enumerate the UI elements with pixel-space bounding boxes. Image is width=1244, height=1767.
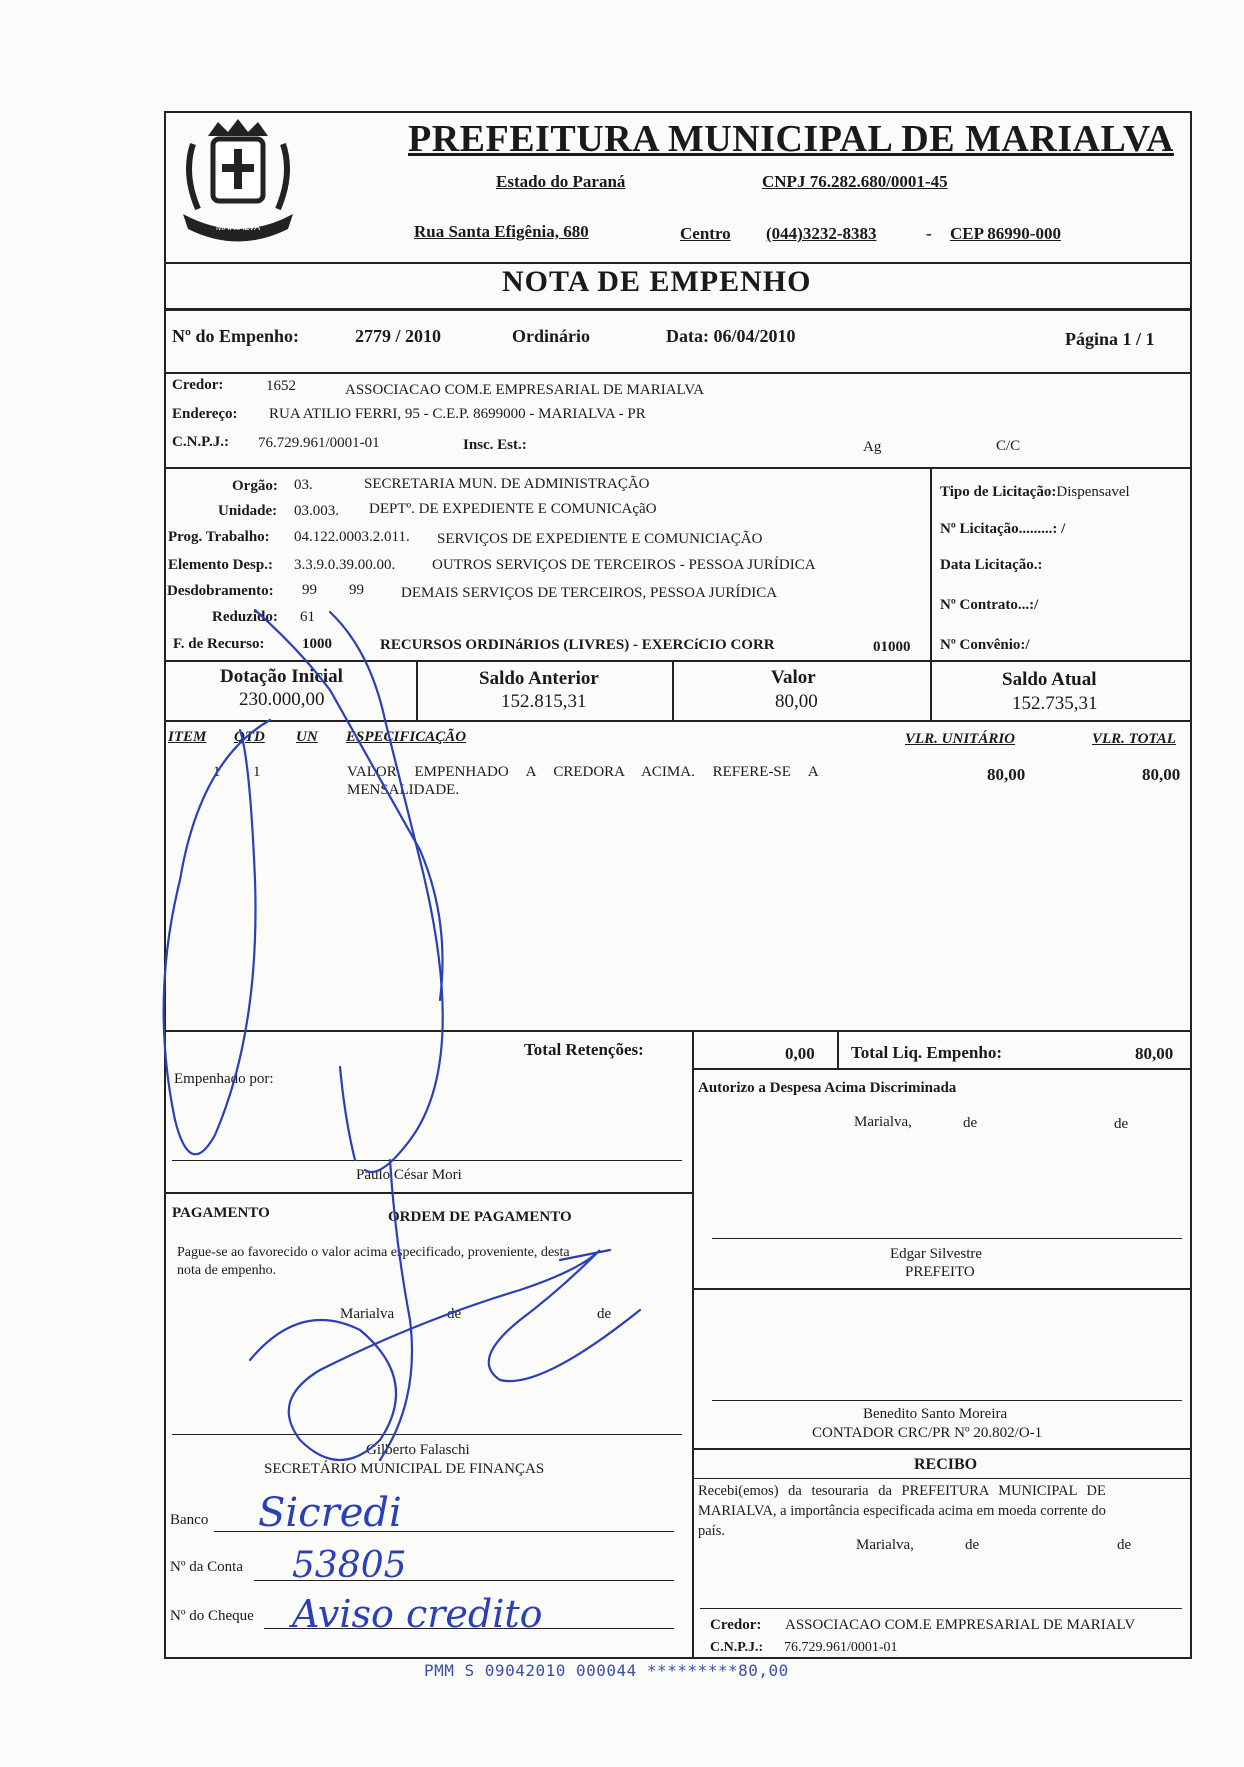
phone: (044)3232-8383 (766, 224, 877, 243)
valor-label: Valor (771, 667, 816, 688)
recibo-label: RECIBO (914, 1456, 978, 1473)
pagamento-label: PAGAMENTO (172, 1205, 270, 1221)
saldo-anterior-label: Saldo Anterior (479, 668, 599, 689)
elemento-desc: OUTROS SERVIÇOS DE TERCEIROS - PESSOA JURÍDICA (432, 557, 816, 573)
coat-of-arms-icon (168, 114, 308, 254)
pagamento-de-1: de (447, 1306, 462, 1322)
divider (692, 1478, 1192, 1479)
prefeito-name: Edgar Silvestre (890, 1246, 983, 1262)
prog-trabalho-desc: SERVIÇOS DE EXPEDIENTE E COMUNICIAÇÃO (437, 531, 763, 547)
reduzido-code: 61 (300, 609, 315, 625)
banco-handwritten: Sicredi (258, 1490, 402, 1536)
signature-line (712, 1400, 1182, 1401)
municipality-title: PREFEITURA MUNICIPAL DE MARIALVA (408, 118, 1174, 160)
recibo-de-2: de (1117, 1537, 1132, 1553)
credor-label: Credor: (172, 377, 224, 393)
ordem-pagamento-label: ORDEM DE PAGAMENTO (388, 1209, 572, 1225)
col-vlr-unitario: VLR. UNITÁRIO (905, 731, 1016, 747)
data-licitacao: Data Licitação.: (940, 557, 1043, 573)
dotacao-inicial-label: Dotação Inicial (220, 666, 343, 687)
desdobramento-desc: DEMAIS SERVIÇOS DE TERCEIROS, PESSOA JURÍDICA (401, 585, 778, 601)
divider (164, 372, 1192, 374)
divider (930, 467, 932, 660)
page-number: Página 1 / 1 (1065, 329, 1155, 349)
account-label: C/C (996, 438, 1021, 454)
row-vlr-total: 80,00 (1142, 765, 1181, 784)
recibo-city: Marialva, (856, 1537, 914, 1553)
col-un: UN (296, 729, 318, 745)
prefeito-title: PREFEITO (905, 1264, 975, 1280)
credor-code: 1652 (266, 378, 296, 394)
financas-title: SECRETÁRIO MUNICIPAL DE FINANÇAS (264, 1461, 545, 1477)
numero-convenio: Nº Convênio:/ (940, 637, 1030, 653)
autorizo-label: Autorizo a Despesa Acima Discriminada (698, 1080, 957, 1096)
total-retencoes-value: 0,00 (785, 1044, 815, 1063)
total-retencoes-label: Total Retenções: (524, 1040, 644, 1059)
empenho-type: Ordinário (512, 326, 591, 346)
separator-dash: - (926, 224, 932, 243)
pagamento-text-2: nota de empenho. (177, 1263, 277, 1278)
tipo-licitacao (940, 484, 1130, 501)
divider (164, 467, 1192, 469)
col-item: ITEM (168, 729, 207, 745)
row-especificacao-2: MENSALIDADE. (347, 782, 460, 798)
tipo-licitacao-label: Tipo de Licitação: (940, 484, 1057, 500)
total-liquido-value: 80,00 (1135, 1044, 1174, 1063)
autorizo-de-1: de (963, 1115, 978, 1131)
pagamento-de-2: de (597, 1306, 612, 1322)
cheque-label: Nº do Cheque (170, 1608, 254, 1624)
divider (692, 1068, 1192, 1070)
unidade-label: Unidade: (218, 503, 278, 519)
orgao-code: 03. (294, 477, 313, 493)
banco-label: Banco (170, 1512, 209, 1528)
divider (930, 660, 932, 720)
pagamento-text-1: Pague-se ao favorecido o valor acima especificado, proveniente, desta (177, 1245, 570, 1260)
recibo-de-1: de (965, 1537, 980, 1553)
col-qtd: QTD (234, 729, 265, 745)
municipality-cnpj: CNPJ 76.282.680/0001-45 (762, 172, 948, 191)
pagamento-city: Marialva (340, 1306, 395, 1322)
fonte-recurso-desc: RECURSOS ORDINáRIOS (LIVRES) - EXERCíCIO CORR (380, 637, 775, 653)
divider (692, 1448, 1192, 1450)
fonte-recurso-label: F. de Recurso: (173, 636, 265, 652)
col-vlr-total: VLR. TOTAL (1092, 731, 1176, 747)
divider (692, 1030, 694, 1070)
signature-line (700, 1608, 1182, 1609)
conta-handwritten: 53805 (292, 1545, 407, 1586)
credor-name: ASSOCIACAO COM.E EMPRESARIAL DE MARIALVA (345, 382, 705, 398)
prog-trabalho-label: Prog. Trabalho: (168, 529, 270, 545)
payment-stamp: PMM S 09042010 000044 *********80,00 (424, 1661, 789, 1680)
financas-signer: Gilberto Falaschi (366, 1442, 470, 1458)
contador-name: Benedito Santo Moreira (863, 1406, 1008, 1422)
insc-est-label: Insc. Est.: (463, 437, 527, 453)
signature-line (172, 1160, 682, 1161)
recibo-cnpj: 76.729.961/0001-01 (784, 1640, 898, 1655)
row-especificacao-1: VALOR EMPENHADO A CREDORA ACIMA. REFERE-SE A (347, 764, 819, 780)
signature-line (172, 1434, 682, 1435)
endereco-label: Endereço: (172, 406, 238, 422)
street-address: Rua Santa Efigênia, 680 (414, 222, 589, 241)
prog-trabalho-code: 04.122.0003.2.011. (294, 529, 410, 545)
row-item: 1 (213, 764, 221, 780)
divider (837, 1030, 839, 1070)
divider (164, 308, 1192, 311)
saldo-atual-label: Saldo Atual (1002, 669, 1097, 690)
row-vlr-unitario: 80,00 (987, 765, 1026, 784)
credor-cnpj: 76.729.961/0001-01 (258, 435, 380, 451)
total-liquido-label: Total Liq. Empenho: (851, 1043, 1002, 1062)
document-title: NOTA DE EMPENHO (502, 265, 812, 298)
divider (164, 262, 1192, 264)
numero-contrato: Nº Contrato...:/ (940, 597, 1039, 613)
divider (164, 1030, 1192, 1032)
contador-title: CONTADOR CRC/PR Nº 20.802/O-1 (812, 1425, 1043, 1441)
tipo-licitacao-value: Dispensavel (1056, 484, 1130, 500)
divider (164, 660, 1192, 662)
dotacao-inicial-value: 230.000,00 (239, 689, 325, 710)
row-qtd: 1 (253, 764, 261, 780)
fonte-recurso-code: 1000 (302, 636, 332, 652)
empenho-date: Data: 06/04/2010 (666, 326, 796, 346)
empenhado-por-label: Empenhado por: (174, 1071, 274, 1087)
divider (692, 1288, 1192, 1290)
elemento-label: Elemento Desp.: (168, 557, 273, 573)
recibo-text-1: Recebi(emos) da tesouraria da PREFEITURA MUNICIPAL DE (698, 1483, 1106, 1499)
divider (164, 1192, 692, 1194)
cnpj-label: C.N.P.J.: (172, 434, 229, 450)
empenho-label: Nº do Empenho: (172, 326, 299, 346)
recibo-credor-label: Credor: (710, 1617, 762, 1633)
orgao-desc: SECRETARIA MUN. DE ADMINISTRAÇÃO (364, 476, 650, 492)
divider (416, 660, 418, 720)
empenhado-signer: Paulo César Mori (356, 1167, 462, 1183)
unidade-desc: DEPTº. DE EXPEDIENTE E COMUNICAçãO (369, 501, 657, 517)
recibo-text-2: MARIALVA, a importância especificada acima em moeda corrente do (698, 1503, 1106, 1519)
district: Centro (680, 224, 731, 243)
endereco-value: RUA ATILIO FERRI, 95 - C.E.P. 8699000 - MARIALVA - PR (269, 406, 646, 422)
saldo-atual-value: 152.735,31 (1012, 693, 1098, 714)
autorizo-city: Marialva, (854, 1114, 912, 1130)
unidade-code: 03.003. (294, 503, 339, 519)
desdobramento-code-2: 99 (349, 582, 364, 598)
recibo-credor-name: ASSOCIACAO COM.E EMPRESARIAL DE MARIALV (785, 1617, 1136, 1633)
divider (672, 660, 674, 720)
fonte-recurso-number: 01000 (873, 639, 911, 655)
empenho-number: 2779 / 2010 (355, 326, 442, 346)
orgao-label: Orgão: (232, 478, 278, 494)
state-name: Estado do Paraná (496, 172, 626, 191)
elemento-code: 3.3.9.0.39.00.00. (294, 557, 396, 573)
saldo-anterior-value: 152.815,31 (501, 691, 587, 712)
desdobramento-label: Desdobramento: (167, 583, 274, 599)
numero-licitacao: Nº Licitação.........: / (940, 521, 1066, 537)
recibo-cnpj-label: C.N.P.J.: (710, 1640, 764, 1655)
postal-code: CEP 86990-000 (950, 224, 1061, 243)
divider (692, 1068, 694, 1658)
autorizo-de-2: de (1114, 1116, 1129, 1132)
reduzido-label: Reduzido: (212, 609, 278, 625)
signature-line (712, 1238, 1182, 1239)
agency-label: Ag (863, 439, 882, 455)
valor-value: 80,00 (775, 691, 818, 712)
cheque-handwritten: Aviso credito (292, 1592, 543, 1636)
recibo-text-3: país. (698, 1523, 725, 1539)
svg-text:MARIALVA: MARIALVA (215, 222, 261, 232)
conta-label: Nº da Conta (170, 1559, 243, 1575)
desdobramento-code-1: 99 (302, 582, 317, 598)
col-especificacao: ESPECIFICAÇÃO (346, 729, 467, 745)
divider (164, 720, 1192, 722)
